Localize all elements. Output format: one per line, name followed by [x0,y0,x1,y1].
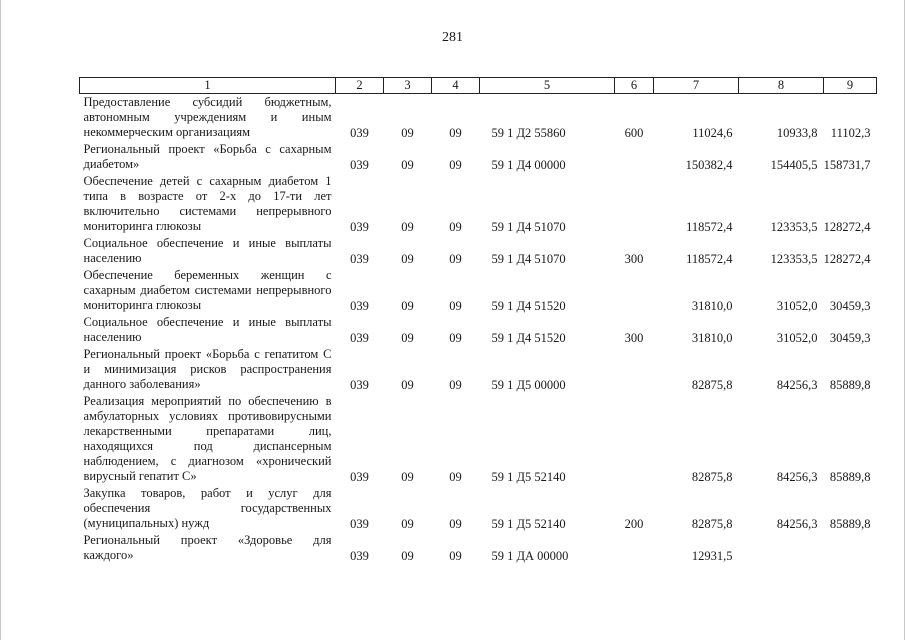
section-code: 09 [401,517,414,531]
expense-type-code [615,532,654,564]
expense-type-code [615,346,654,393]
table-row [80,235,877,267]
ministry-code: 039 [350,331,369,345]
ministry-code: 039 [350,378,369,392]
row-name: Предоставление субсидий бюджетным, автономным учреждениям и иным некоммерческим организациям [83,95,332,139]
amount-year-3: 30459,3 [829,299,871,313]
subsection-code: 09 [449,378,462,392]
subsection-code: 09 [449,549,462,563]
expense-type-code: 300 [624,252,644,266]
ministry-code: 039 [350,517,369,531]
section-code: 09 [401,158,414,172]
column-header: 5 [480,78,615,94]
row-name: Региональный проект «Борьба с сахарным диабетом» [83,142,332,171]
table-row [80,94,877,142]
amount-year-1: 82875,8 [691,378,733,392]
table-row [80,314,877,346]
subsection-code: 09 [449,158,462,172]
subsection-code: 09 [449,517,462,531]
amount-year-3: 85889,8 [829,470,871,484]
target-article-code: 59 1 Д5 00000 [491,378,566,392]
amount-year-2: 123353,5 [770,220,818,234]
subsection-code: 09 [449,470,462,484]
table-row [80,346,877,393]
budget-table [79,77,877,564]
target-article-code: 59 1 Д2 55860 [491,126,566,140]
table-row [80,173,877,235]
target-article-code: 59 1 ДА 00000 [491,549,569,563]
column-header: 3 [384,78,432,94]
table-row [80,485,877,532]
subsection-code: 09 [449,126,462,140]
amount-year-2 [739,532,824,564]
subsection-code: 09 [449,299,462,313]
target-article-code: 59 1 Д4 51520 [491,299,566,313]
amount-year-1: 11024,6 [692,126,733,140]
row-name: Закупка товаров, работ и услуг для обеспечения государственных (муниципальных) нужд [83,486,332,530]
amount-year-3 [824,532,877,564]
target-article-code: 59 1 Д4 51070 [491,252,566,266]
target-article-code: 59 1 Д4 00000 [491,158,566,172]
column-header: 7 [654,78,739,94]
section-code: 09 [401,126,414,140]
ministry-code: 039 [350,126,369,140]
expense-type-code: 300 [624,331,644,345]
column-header: 6 [615,78,654,94]
ministry-code: 039 [350,252,369,266]
expense-type-code [615,393,654,485]
ministry-code: 039 [350,470,369,484]
amount-year-1: 82875,8 [691,470,733,484]
expense-type-code: 200 [624,517,644,531]
amount-year-3: 128272,4 [823,252,871,266]
section-code: 09 [401,470,414,484]
ministry-code: 039 [350,220,369,234]
amount-year-3: 85889,8 [829,517,871,531]
target-article-code: 59 1 Д5 52140 [491,470,566,484]
column-header: 1 [80,78,336,94]
amount-year-3: 30459,3 [829,331,871,345]
column-header: 2 [336,78,384,94]
amount-year-2: 154405,5 [770,158,818,172]
section-code: 09 [401,299,414,313]
amount-year-1: 31810,0 [691,299,733,313]
column-header: 9 [824,78,877,94]
amount-year-2: 84256,3 [776,378,818,392]
section-code: 09 [401,252,414,266]
amount-year-3: 128272,4 [823,220,871,234]
target-article-code: 59 1 Д5 52140 [491,517,566,531]
amount-year-1: 31810,0 [691,331,733,345]
amount-year-2: 84256,3 [776,517,818,531]
subsection-code: 09 [449,331,462,345]
table-header-row [80,78,877,94]
table-row [80,532,877,564]
section-code: 09 [401,331,414,345]
row-name: Обеспечение беременных женщин с сахарным диабетом системами непрерывного мониторинга глюкозы [83,268,332,312]
table-row [80,141,877,173]
column-header: 8 [739,78,824,94]
amount-year-1: 118572,4 [686,220,733,234]
amount-year-1: 12931,5 [691,549,733,563]
amount-year-1: 150382,4 [685,158,733,172]
row-name: Обеспечение детей с сахарным диабетом 1 типа в возрасте от 2-х до 17-ти лет включительно системами непрерывного мониторинга глюкозы [83,174,332,233]
subsection-code: 09 [449,220,462,234]
row-name: Реализация мероприятий по обеспечению в амбулаторных условиях противовирусными лекарственными препаратами лиц, находящихся под диспансерным наблюдением, с диагнозом «хронический вирусный гепатит С» [83,394,332,483]
page-border-left [0,0,1,640]
row-name: Социальное обеспечение и иные выплаты населению [83,315,332,344]
expense-type-code [615,267,654,314]
amount-year-3: 158731,7 [823,158,871,172]
row-name: Социальное обеспечение и иные выплаты населению [83,236,332,265]
ministry-code: 039 [350,299,369,313]
expense-type-code: 600 [624,126,644,140]
section-code: 09 [401,549,414,563]
ministry-code: 039 [350,549,369,563]
page-number: 281 [442,30,463,45]
amount-year-1: 82875,8 [691,517,733,531]
amount-year-2: 84256,3 [776,470,818,484]
target-article-code: 59 1 Д4 51520 [491,331,566,345]
expense-type-code [615,141,654,173]
section-code: 09 [401,220,414,234]
subsection-code: 09 [449,252,462,266]
amount-year-2: 123353,5 [770,252,818,266]
amount-year-1: 118572,4 [686,252,733,266]
row-name: Региональный проект «Борьба с гепатитом С и минимизация рисков распространения данного заболевания» [83,347,332,391]
column-header: 4 [432,78,480,94]
ministry-code: 039 [350,158,369,172]
amount-year-2: 10933,8 [776,126,818,140]
amount-year-2: 31052,0 [776,299,818,313]
section-code: 09 [401,378,414,392]
row-name: Региональный проект «Здоровье для каждого» [83,533,332,562]
target-article-code: 59 1 Д4 51070 [491,220,566,234]
amount-year-3: 11102,3 [830,126,871,140]
expense-type-code [615,173,654,235]
amount-year-3: 85889,8 [829,378,871,392]
amount-year-2: 31052,0 [776,331,818,345]
table-row [80,393,877,485]
table-row [80,267,877,314]
